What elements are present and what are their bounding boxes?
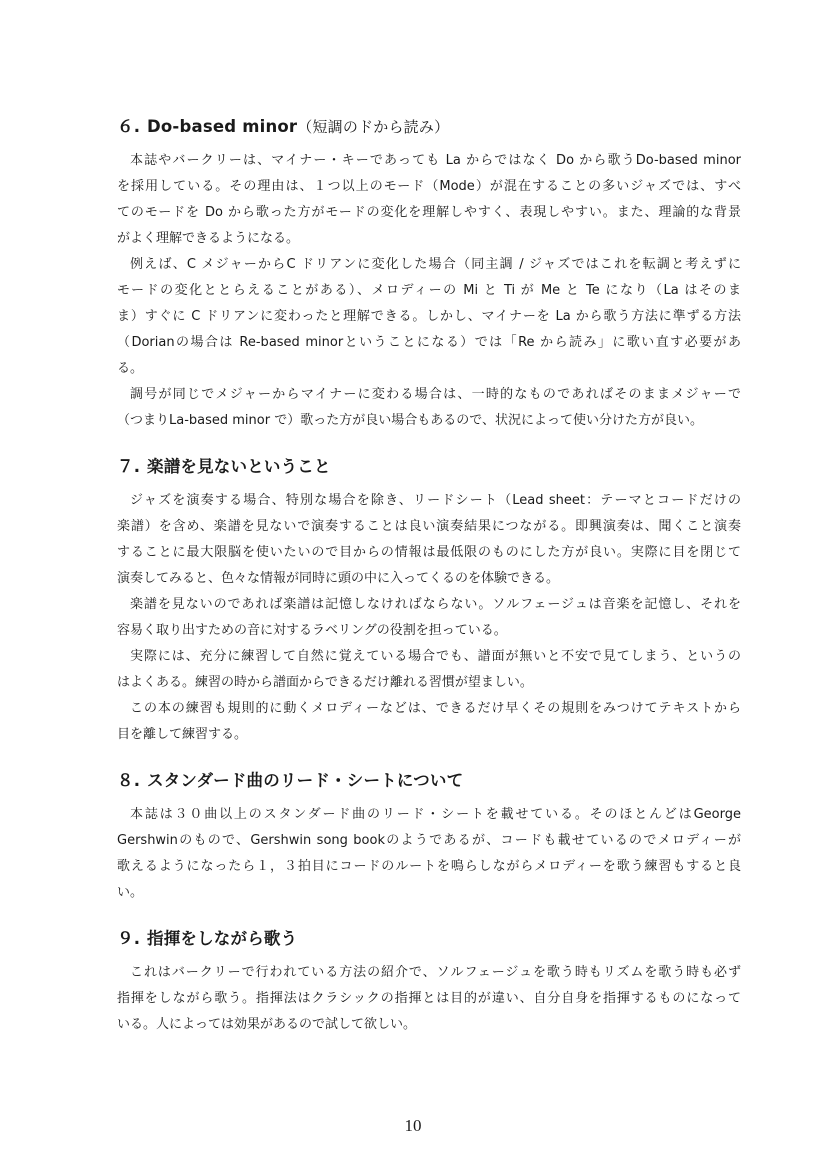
text-line: 演奏してみると、色々な情報が同時に頭の中に入ってくるのを体験できる。	[117, 571, 560, 586]
text-line: がよく理解できるようになる。	[117, 231, 300, 246]
paragraph	[117, 488, 745, 592]
text-line: 歌えるようになったら１，３拍目にコードのルートを鳴らしながらメロディーを歌う練習もすると良	[117, 859, 741, 874]
section-title: スタンダード曲のリード・シートについて	[147, 771, 464, 790]
text-line: てのモードを Do から歌った方がモードの変化を理解しやすく、表現しやすい。また、理論的な背景	[117, 205, 741, 220]
text-line: 指揮をしながら歌う。指揮法はクラシックの指揮とは目的が違い、自分自身を指揮するものになって	[117, 991, 741, 1006]
text-line: ま）すぐに C ドリアンに変わったと理解できる。しかし、マイナーを La から歌う方法に準ずる方法	[117, 309, 741, 324]
section-heading	[117, 766, 745, 796]
paragraph	[117, 644, 745, 696]
section-number: ９.	[117, 929, 141, 948]
text-line: 楽譜）を含め、楽譜を見ないで演奏することは良い演奏結果につながる。即興演奏は、聞くこと演奏	[117, 519, 741, 534]
section-heading	[117, 452, 745, 482]
text-line: 目を離して練習する。	[117, 727, 248, 742]
text-line: 調号が同じでメジャーからマイナーに変わる場合は、一時的なものであればそのままメジャーで	[130, 387, 741, 402]
text-line: 本誌は３０曲以上のスタンダード曲のリード・シートを載せている。そのほとんどはGeorge	[130, 807, 741, 822]
text-line: （つまりLa-based minor で）歌った方が良い場合もあるので、状況によって使い分けた方が良い。	[117, 413, 703, 428]
section-title: Do-based minor	[147, 117, 298, 136]
paragraph	[117, 960, 745, 1038]
section-title: 楽譜を見ないということ	[147, 457, 331, 476]
section-subtitle: （短調のドから読み）	[297, 118, 450, 136]
page-body	[117, 112, 745, 1038]
text-line: 容易く取り出すための音に対するラベリングの役割を担っている。	[117, 623, 507, 638]
paragraph	[117, 696, 745, 748]
text-line: い。	[117, 885, 144, 900]
section-7	[117, 452, 745, 748]
text-line: この本の練習も規則的に動くメロディーなどは、できるだけ早くその規則をみつけてテキストから	[130, 701, 741, 716]
text-line: 例えば、C メジャーからC ドリアンに変化した場合（同主調 / ジャズではこれを転調と考えずに	[130, 257, 741, 272]
paragraph	[117, 382, 745, 434]
section-heading	[117, 112, 745, 142]
paragraph	[117, 252, 745, 382]
text-line: ジャズを演奏する場合、特別な場合を除き、リードシート（Lead sheet：テーマとコードだけの	[130, 493, 741, 508]
section-heading	[117, 924, 745, 954]
section-6	[117, 112, 745, 434]
text-line: することに最大限脳を使いたいので目からの情報は最低限のものにした方が良い。実際に目を閉じて	[117, 545, 741, 560]
section-number: ７.	[117, 457, 141, 476]
paragraph	[117, 592, 745, 644]
page-number: 10	[404, 1116, 422, 1135]
text-line: る。	[117, 361, 144, 376]
paragraph	[117, 802, 745, 906]
section-8	[117, 766, 745, 906]
paragraph	[117, 148, 745, 252]
text-line: （Dorianの場合は Re-based minorということになる）では「Re から読み」に歌い直す必要があ	[117, 335, 741, 350]
section-number: ６.	[117, 117, 141, 136]
text-line: モードの変化ととらえることがある）、メロディーの Mi と Ti が Me と Te になり（La はそのま	[117, 283, 741, 298]
text-line: いる。人によっては効果があるので試して欲しい。	[117, 1017, 417, 1032]
text-line: 本誌やバークリーは、マイナー・キーであっても La からではなく Do から歌うDo-based minor	[130, 153, 741, 168]
text-line: を採用している。その理由は、１つ以上のモード（Mode）が混在することの多いジャズでは、すべ	[117, 179, 741, 194]
section-title: 指揮をしながら歌う	[147, 929, 298, 948]
text-line: これはバークリーで行われている方法の紹介で、ソルフェージュを歌う時もリズムを歌う時も必ず	[130, 965, 741, 980]
section-9	[117, 924, 745, 1038]
text-line: 楽譜を見ないのであれば楽譜は記憶しなければならない。ソルフェージュは音楽を記憶し、それを	[130, 597, 741, 612]
text-line: はよくある。練習の時から譜面からできるだけ離れる習慣が望ましい。	[117, 675, 533, 690]
text-line: Gershwinのもので、Gershwin song bookのようであるが、コードも載せているのでメロディーが	[117, 833, 741, 848]
text-line: 実際には、充分に練習して自然に覚えている場合でも、譜面が無いと不安で見てしまう、というの	[130, 649, 741, 664]
section-number: ８.	[117, 771, 141, 790]
